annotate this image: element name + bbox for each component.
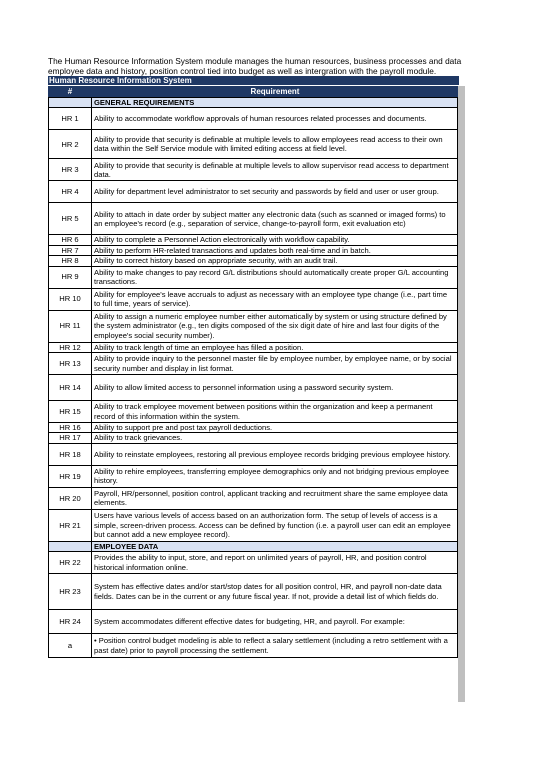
requirement-row: [49, 401, 458, 423]
requirement-id: HR 21: [49, 509, 92, 541]
requirement-row: [49, 181, 458, 203]
requirement-id: HR 22: [49, 552, 92, 574]
requirement-text: • Position control budget modeling is able to reflect a salary settlement (including a retro settlement with a past date) prior to payroll processing the settlement.: [92, 634, 458, 658]
section-header-id-cell: [49, 541, 92, 551]
requirement-id: HR 18: [49, 443, 92, 465]
requirement-row: [49, 203, 458, 235]
section-header-row: [49, 98, 458, 108]
intro-text: [48, 56, 518, 76]
requirement-text: Ability to complete a Personnel Action electronically with workflow capability.: [92, 235, 458, 245]
requirements-table-body: [49, 98, 458, 658]
requirement-row: [49, 509, 458, 541]
section-header-row: [49, 541, 458, 551]
requirement-text: System accommodates different effective dates for budgeting, HR, and payroll. For example:: [92, 610, 458, 634]
requirement-row: [49, 353, 458, 375]
requirement-text: Ability to attach in date order by subject matter any electronic data (such as scanned or imaged forms) to an employee's record (e.g., separation of service, change-to-payroll form, exit evaluation etc): [92, 203, 458, 235]
requirement-row: [49, 423, 458, 433]
requirement-text: Ability to track employee movement between positions within the organization and keep a permanent record of this information within the system.: [92, 401, 458, 423]
requirement-id: HR 12: [49, 342, 92, 352]
requirement-row: [49, 288, 458, 310]
requirement-id: HR 17: [49, 433, 92, 443]
requirement-id: HR 7: [49, 245, 92, 255]
requirement-text: Ability to provide inquiry to the personnel master file by employee number, by employee name, or by social security number and display in list format.: [92, 353, 458, 375]
intro-line-1: The Human Resource Information System module manages the human resources, business processes and data: [48, 56, 462, 66]
requirement-row: [49, 610, 458, 634]
requirement-row: [49, 634, 458, 658]
requirement-row: [49, 266, 458, 288]
requirement-row: [49, 375, 458, 401]
requirement-row: [49, 433, 458, 443]
requirement-id: HR 19: [49, 465, 92, 487]
requirement-row: [49, 465, 458, 487]
requirement-text: Provides the ability to input, store, and report on unlimited years of payroll, HR, and position control historical information online.: [92, 552, 458, 574]
requirement-row: [49, 108, 458, 130]
requirement-text: System has effective dates and/or start/stop dates for all position control, HR, and payroll non-date data fields. Dates can be in the current or any future fiscal year. If not, provide a detail list of which fields do.: [92, 574, 458, 610]
requirement-row: [49, 443, 458, 465]
requirement-id: HR 10: [49, 288, 92, 310]
column-header-number: #: [67, 87, 73, 96]
requirement-id: HR 4: [49, 181, 92, 203]
requirement-id: HR 23: [49, 574, 92, 610]
requirements-table: [48, 97, 458, 658]
requirement-row: [49, 552, 458, 574]
requirement-text: Users have various levels of access based on an authorization form. The setup of levels of access is a simple, screen-driven process. Access can be defined by function (i.e. a payroll user can edit an employee but cannot add a new employee record).: [92, 509, 458, 541]
requirement-text: Ability to assign a numeric employee number either automatically by system or using structure defined by the system administrator (e.g., ten digits composed of the six digit date of hire and last four digits of the employee's social security number).: [92, 310, 458, 342]
requirement-row: [49, 310, 458, 342]
requirement-text: Ability to support pre and post tax payroll deductions.: [92, 423, 458, 433]
requirement-id: HR 15: [49, 401, 92, 423]
requirement-row: [49, 487, 458, 509]
requirement-text: Ability to track length of time an employee has filled a position.: [92, 342, 458, 352]
requirement-row: [49, 256, 458, 266]
requirement-row: [49, 235, 458, 245]
requirement-row: [49, 245, 458, 255]
requirement-text: Ability to perform HR-related transactions and updates both real-time and in batch.: [92, 245, 458, 255]
requirement-row: [49, 159, 458, 181]
requirement-text: Ability to provide that security is definable at multiple levels to allow supervisor read access to department data.: [92, 159, 458, 181]
section-header-label: EMPLOYEE DATA: [92, 541, 458, 551]
requirement-id: HR 6: [49, 235, 92, 245]
grey-side-column: [458, 86, 465, 702]
section-header-label: GENERAL REQUIREMENTS: [92, 98, 458, 108]
requirement-id: HR 1: [49, 108, 92, 130]
section-header-id-cell: [49, 98, 92, 108]
requirement-row: [49, 130, 458, 159]
requirement-text: Payroll, HR/personnel, position control, applicant tracking and recruitment share the same employee data elements.: [92, 487, 458, 509]
column-header-requirement: Requirement: [250, 87, 300, 96]
requirement-text: Ability for employee's leave accruals to adjust as necessary with an employee type change (i.e., part time to full time, years of service).: [92, 288, 458, 310]
requirement-row: [49, 574, 458, 610]
requirement-id: HR 11: [49, 310, 92, 342]
requirement-text: Ability to provide that security is definable at multiple levels to allow employees read access to their own data within the Self Service module with limited editing access at field level.: [92, 130, 458, 159]
requirement-text: Ability for department level administrator to set security and passwords by field and user or user group.: [92, 181, 458, 203]
requirement-id: HR 8: [49, 256, 92, 266]
requirement-id: HR 13: [49, 353, 92, 375]
requirement-text: Ability to make changes to pay record G/L distributions should automatically create proper G/L accounting transactions.: [92, 266, 458, 288]
requirement-id: HR 9: [49, 266, 92, 288]
column-header-row: [48, 86, 458, 97]
requirement-id: HR 2: [49, 130, 92, 159]
requirement-text: Ability to reinstate employees, restoring all previous employee records bridging previous employee history.: [92, 443, 458, 465]
sheet-title-banner: Human Resource Information System: [48, 76, 459, 85]
requirement-id: HR 16: [49, 423, 92, 433]
requirement-id: HR 14: [49, 375, 92, 401]
requirement-text: Ability to allow limited access to personnel information using a password security system.: [92, 375, 458, 401]
requirement-text: Ability to rehire employees, transferring employee demographics only and not bridging previous employee history.: [92, 465, 458, 487]
intro-line-2: employee data and history, position control tied into budget as well as intergration with the payroll module.: [48, 66, 437, 76]
requirement-text: Ability to correct history based on appropriate security, with an audit trail.: [92, 256, 458, 266]
requirement-id: HR 24: [49, 610, 92, 634]
requirement-text: Ability to track grievances.: [92, 433, 458, 443]
requirement-id: HR 5: [49, 203, 92, 235]
requirement-id: HR 20: [49, 487, 92, 509]
requirement-id: HR 3: [49, 159, 92, 181]
requirement-text: Ability to accommodate workflow approvals of human resources related processes and documents.: [92, 108, 458, 130]
requirement-id: a: [49, 634, 92, 658]
requirement-row: [49, 342, 458, 352]
